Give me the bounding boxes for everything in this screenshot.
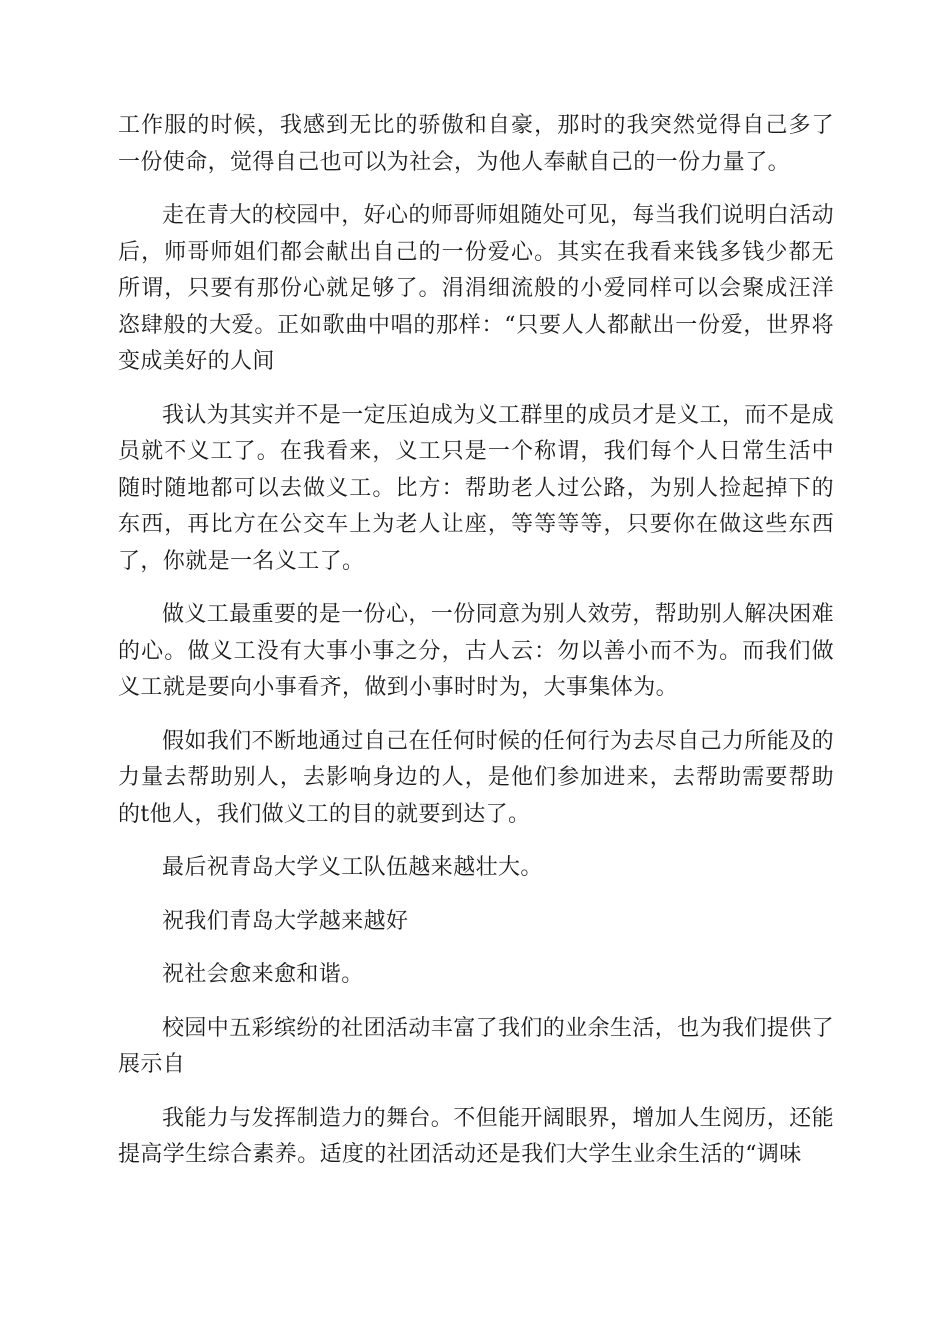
- paragraph-5: 假如我们不断地通过自己在任何时候的任何行为去尽自己力所能及的力量去帮助别人，去影响身边的人，是他们参加进来，去帮助需要帮助的t他人，我们做义工的目的就要到达了。: [118, 728, 835, 827]
- paragraph-9: 校园中五彩缤纷的社团活动丰富了我们的业余生活，也为我们提供了展示自: [118, 1015, 835, 1077]
- document-body: [118, 108, 834, 1191]
- paragraph-4: 做义工最重要的是一份心，一份同意为别人效劳，帮助别人解决困难的心。做义工没有大事小事之分，古人云：勿以善小而不为。而我们做义工就是要向小事看齐，做到小事时时为，大事集体为。: [118, 602, 835, 700]
- paragraph-3: 我认为其实并不是一定压迫成为义工群里的成员才是义工，而不是成员就不义工了。在我看来，义工只是一个称谓，我们每个人日常生活中随时随地都可以去做义工。比方：帮助老人过公路，为别人捡起掉下的东西，再比方在公交车上为老人让座，等等等等，只要你在做这些东西了，你就是一名义工了。: [118, 402, 835, 574]
- paragraph-8: 祝社会愈来愈和谐。: [162, 962, 364, 987]
- paragraph-2: 走在青大的校园中，好心的师哥师姐随处可见，每当我们说明白活动后，师哥师姐们都会献出自己的一份爱心。其实在我看来钱多钱少都无所谓，只要有那份心就足够了。涓涓细流般的小爱同样可以会聚成汪洋恣肆般的大爱。正如歌曲中唱的那样：“只要人人都献出一份爱，世界将变成美好的人间: [118, 203, 835, 374]
- paragraph-6: 最后祝青岛大学义工队伍越来越壮大。: [162, 855, 543, 880]
- paragraph-7: 祝我们青岛大学越来越好: [162, 908, 409, 934]
- paragraph-10: 我能力与发挥制造力的舞台。不但能开阔眼界，增加人生阅历，还能提高学生综合素养。适度的社团活动还是我们大学生业余生活的“调味: [118, 1105, 835, 1167]
- paragraph-1: 工作服的时候，我感到无比的骄傲和自豪，那时的我突然觉得自己多了一份使命，觉得自己也可以为社会，为他人奉献自己的一份力量了。: [118, 113, 834, 175]
